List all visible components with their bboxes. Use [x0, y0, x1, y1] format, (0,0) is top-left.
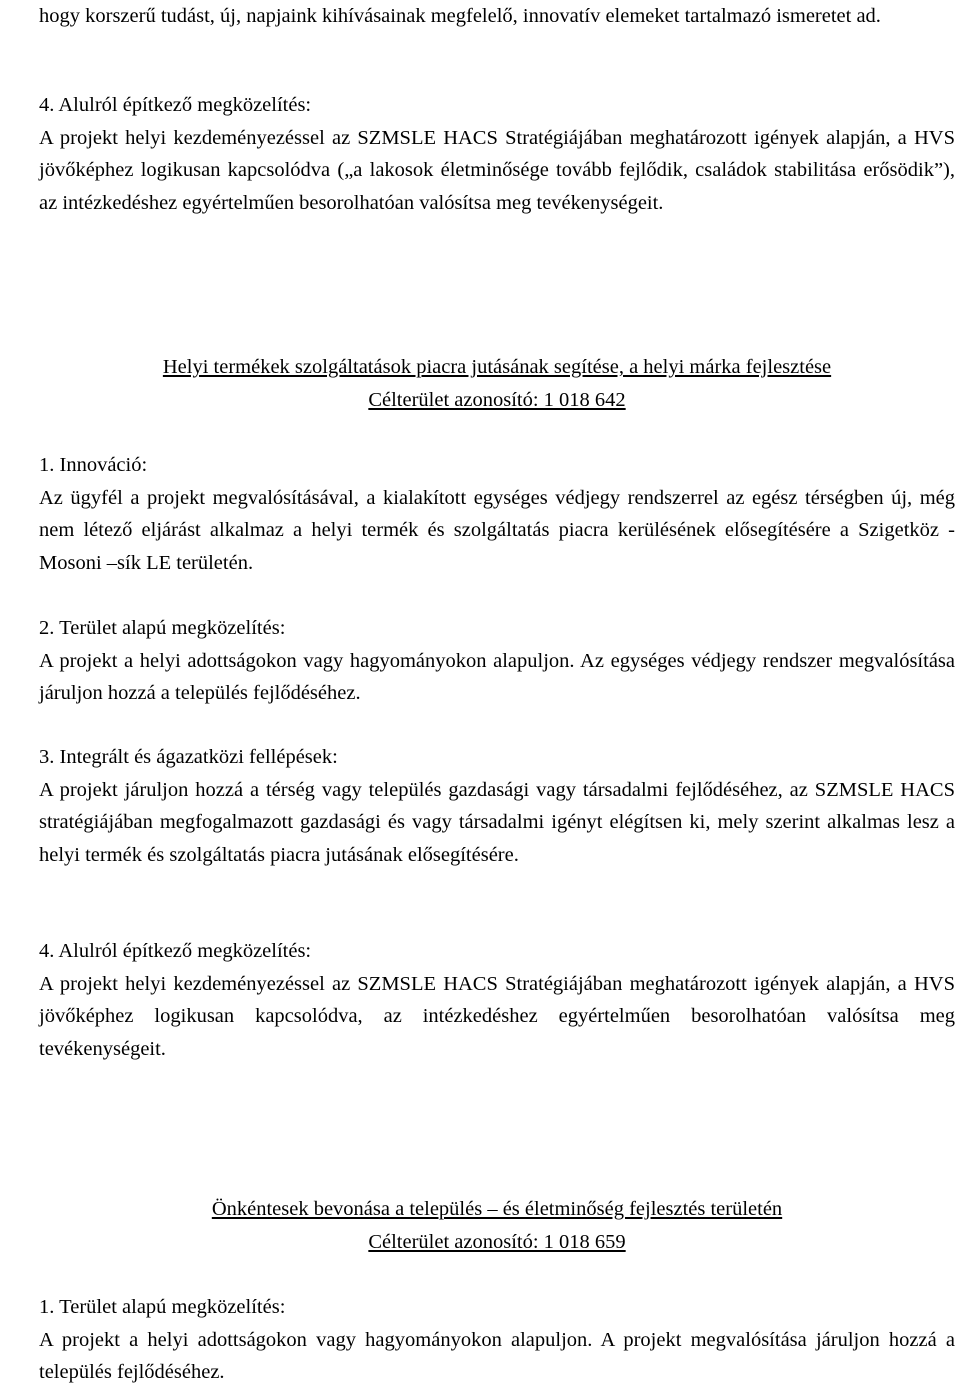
item-heading-text: Alulról építkező megközelítés:	[58, 94, 312, 116]
section2-item-4	[39, 935, 955, 1065]
section3-title: Önkéntesek bevonása a település – és életminőség fejlesztés területén	[211, 1198, 783, 1220]
item-number: 1.	[39, 1296, 55, 1318]
section2-item-2	[39, 612, 955, 710]
item-text: A projekt a helyi adottságokon vagy hagyományokon alapuljon. Az egységes védjegy rendszer megvalósítása járuljon hozzá a település fejlődéséhez.	[39, 649, 955, 705]
item-heading-text: Terület alapú megközelítés:	[59, 617, 286, 639]
item-text: A projekt járuljon hozzá a térség vagy település gazdasági vagy társadalmi fejlődéséhez, az SZMSLE HACS stratégiájában megfogalmazott gazdasági és vagy társadalmi igényt elégítsen ki, mely szerint alkalmas lesz a helyi termék és szolgáltatás piacra jutásának elősegítésére.	[39, 778, 955, 866]
section1-item-4	[39, 89, 955, 219]
section2-target-id: Célterület azonosító: 1 018 642	[368, 389, 626, 411]
item-heading	[39, 612, 955, 645]
item-number: 3.	[39, 746, 55, 768]
item-heading	[39, 1291, 955, 1324]
section2-item-1	[39, 449, 955, 579]
item-text: A projekt helyi kezdeményezéssel az SZMSLE HACS Stratégiájában meghatározott igények alapján, a HVS jövőképhez logikusan kapcsolódva, az intézkedéshez egyértelműen besorolhatóan valósítsa meg tevékenységeit.	[39, 972, 955, 1060]
item-heading-text: Innováció:	[59, 454, 148, 476]
item-heading-text: Integrált és ágazatközi fellépések:	[59, 746, 338, 768]
item-text: Az ügyfél a projekt megvalósításával, a kialakított egységes védjegy rendszerrel az egész térségben új, még nem létező eljárást alkalmaz a helyi termék és szolgáltatás piacra kerülésének elősegítésére a Szigetköz - Mosoni –sík LE területén.	[39, 486, 955, 574]
section3-item-1	[39, 1291, 955, 1389]
item-heading	[39, 741, 955, 774]
item-heading-text: Alulról építkező megközelítés:	[58, 940, 312, 962]
item-heading	[39, 89, 955, 122]
item-heading	[39, 449, 955, 482]
section2-title: Helyi termékek szolgáltatások piacra jutásának segítése, a helyi márka fejlesztése	[162, 356, 832, 378]
section3-target-id: Célterület azonosító: 1 018 659	[368, 1231, 626, 1253]
item-number: 1.	[39, 454, 55, 476]
item-text: A projekt a helyi adottságokon vagy hagyományokon alapuljon. A projekt megvalósítása járuljon hozzá a település fejlődéséhez.	[39, 1328, 955, 1384]
item-number: 4.	[39, 940, 55, 962]
intro-paragraph: hogy korszerű tudást, új, napjaink kihívásainak megfelelő, innovatív elemeket tartalmazó ismeretet ad.	[39, 5, 881, 27]
item-number: 4.	[39, 94, 55, 116]
section2-item-3	[39, 741, 955, 871]
item-heading	[39, 935, 955, 968]
item-number: 2.	[39, 617, 55, 639]
item-text: A projekt helyi kezdeményezéssel az SZMSLE HACS Stratégiájában meghatározott igények alapján, a HVS jövőképhez logikusan kapcsolódva („a lakosok életminősége tovább fejlődik, családok stabilitása erősödik”), az intézkedéshez egyértelműen besorolhatóan valósítsa meg tevékenységeit.	[39, 126, 955, 214]
item-heading-text: Terület alapú megközelítés:	[59, 1296, 286, 1318]
